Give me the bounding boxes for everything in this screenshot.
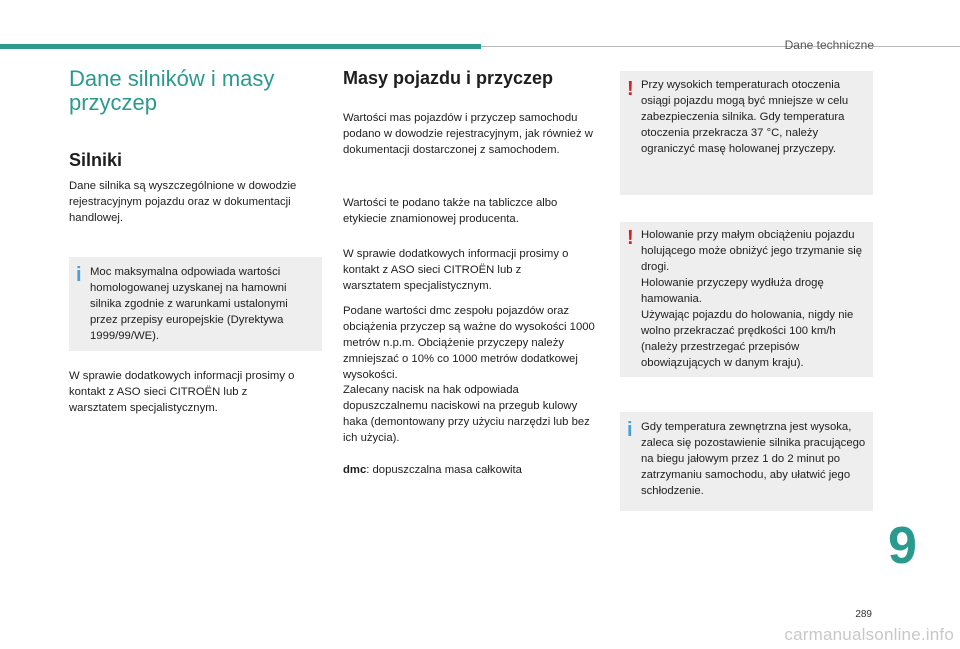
warning-icon: ! xyxy=(627,227,634,249)
page-number: 289 xyxy=(855,609,872,620)
header-accent-bar xyxy=(0,44,481,49)
engines-text: Dane silnika są wyszczególnione w dowodzie rejestracyjnym pojazdu oraz w dokumentacji handlowej. xyxy=(69,180,297,224)
dmc-term: dmc xyxy=(343,464,367,476)
info-note-power xyxy=(69,257,322,351)
info-icon: i xyxy=(76,264,82,286)
warning-note-towing xyxy=(620,222,873,377)
info-idle-text: Gdy temperatura zewnętrzna jest wysoka, zaleca się pozostawienie silnika pracującego na biegu jałowym przez 1 do 2 minut po zatrzymaniu samochodu, aby ułatwić jego schłodzenie. xyxy=(641,421,866,497)
engines-heading: Silniki xyxy=(69,150,123,170)
dmc-def: : dopuszczalna masa całkowita xyxy=(366,464,522,476)
watermark: carmanualsonline.info xyxy=(784,625,954,644)
info-note-text: Moc maksymalna odpowiada wartości homologowanej uzyskanej na hamowni silnika zgodnie z warunkami ustalonymi przez przepisy europejskie (Dyrektywa 1999/99/WE). xyxy=(90,266,288,342)
warning-towing-line1: Holowanie przy małym obciążeniu pojazdu holującego może obniżyć jego trzymanie się drogi. xyxy=(641,229,863,273)
dmc-definition xyxy=(343,462,598,478)
masses-p5: Zalecany nacisk na hak odpowiada dopuszczalnemu naciskowi na przegub kulowy haka (demontowany przy użyciu narzędzi lub bez ich użycia). xyxy=(343,384,590,444)
header-divider xyxy=(481,46,960,47)
masses-p1: Wartości mas pojazdów i przyczep samochodu podano w dowodzie rejestracyjnym, jak również w dokumentacji dostarczonej z samochodem. xyxy=(343,112,593,156)
warning-note-temperature xyxy=(620,71,873,195)
info-icon: i xyxy=(627,419,633,441)
masses-p4: Podane wartości dmc zespołu pojazdów oraz obciążenia przyczep są ważne do wysokości 1000 metrów n.p.m. Obciążenie przyczepy należy zmniejszać o 10% co 1000 metrów dodatkowej wysokości. xyxy=(343,305,595,381)
warning-towing-text xyxy=(641,227,869,371)
warning-towing-line2: Holowanie przyczepy wydłuża drogę hamowania. xyxy=(641,277,824,305)
warning-icon: ! xyxy=(627,78,634,100)
masses-heading: Masy pojazdu i przyczep xyxy=(343,68,554,88)
masses-p3: W sprawie dodatkowych informacji prosimy o kontakt z ASO sieci CITROËN lub z warsztatem specjalistycznym. xyxy=(343,248,569,292)
info-note-idle xyxy=(620,412,873,511)
masses-p2: Wartości te podano także na tabliczce albo etykiecie znamionowej producenta. xyxy=(343,197,558,225)
warning-note-text: Przy wysokich temperaturach otoczenia osiągi pojazdu mogą być mniejsze w celu zabezpieczenia silnika. Gdy temperatura otoczenia przekracza 37 °C, należy ograniczyć masę holowanej przyczepy. xyxy=(641,79,849,155)
warning-towing-line3: Używając pojazdu do holowania, nigdy nie wolno przekraczać prędkości 100 km/h (należy przestrzegać przepisów obowiązujących w danym kraju). xyxy=(641,309,854,369)
contact-text: W sprawie dodatkowych informacji prosimy o kontakt z ASO sieci CITROËN lub z warsztatem specjalistycznym. xyxy=(69,370,295,414)
page-title: Dane silników i masy przyczep xyxy=(69,66,275,115)
section-title: Dane techniczne xyxy=(784,38,874,52)
chapter-number: 9 xyxy=(888,517,917,575)
